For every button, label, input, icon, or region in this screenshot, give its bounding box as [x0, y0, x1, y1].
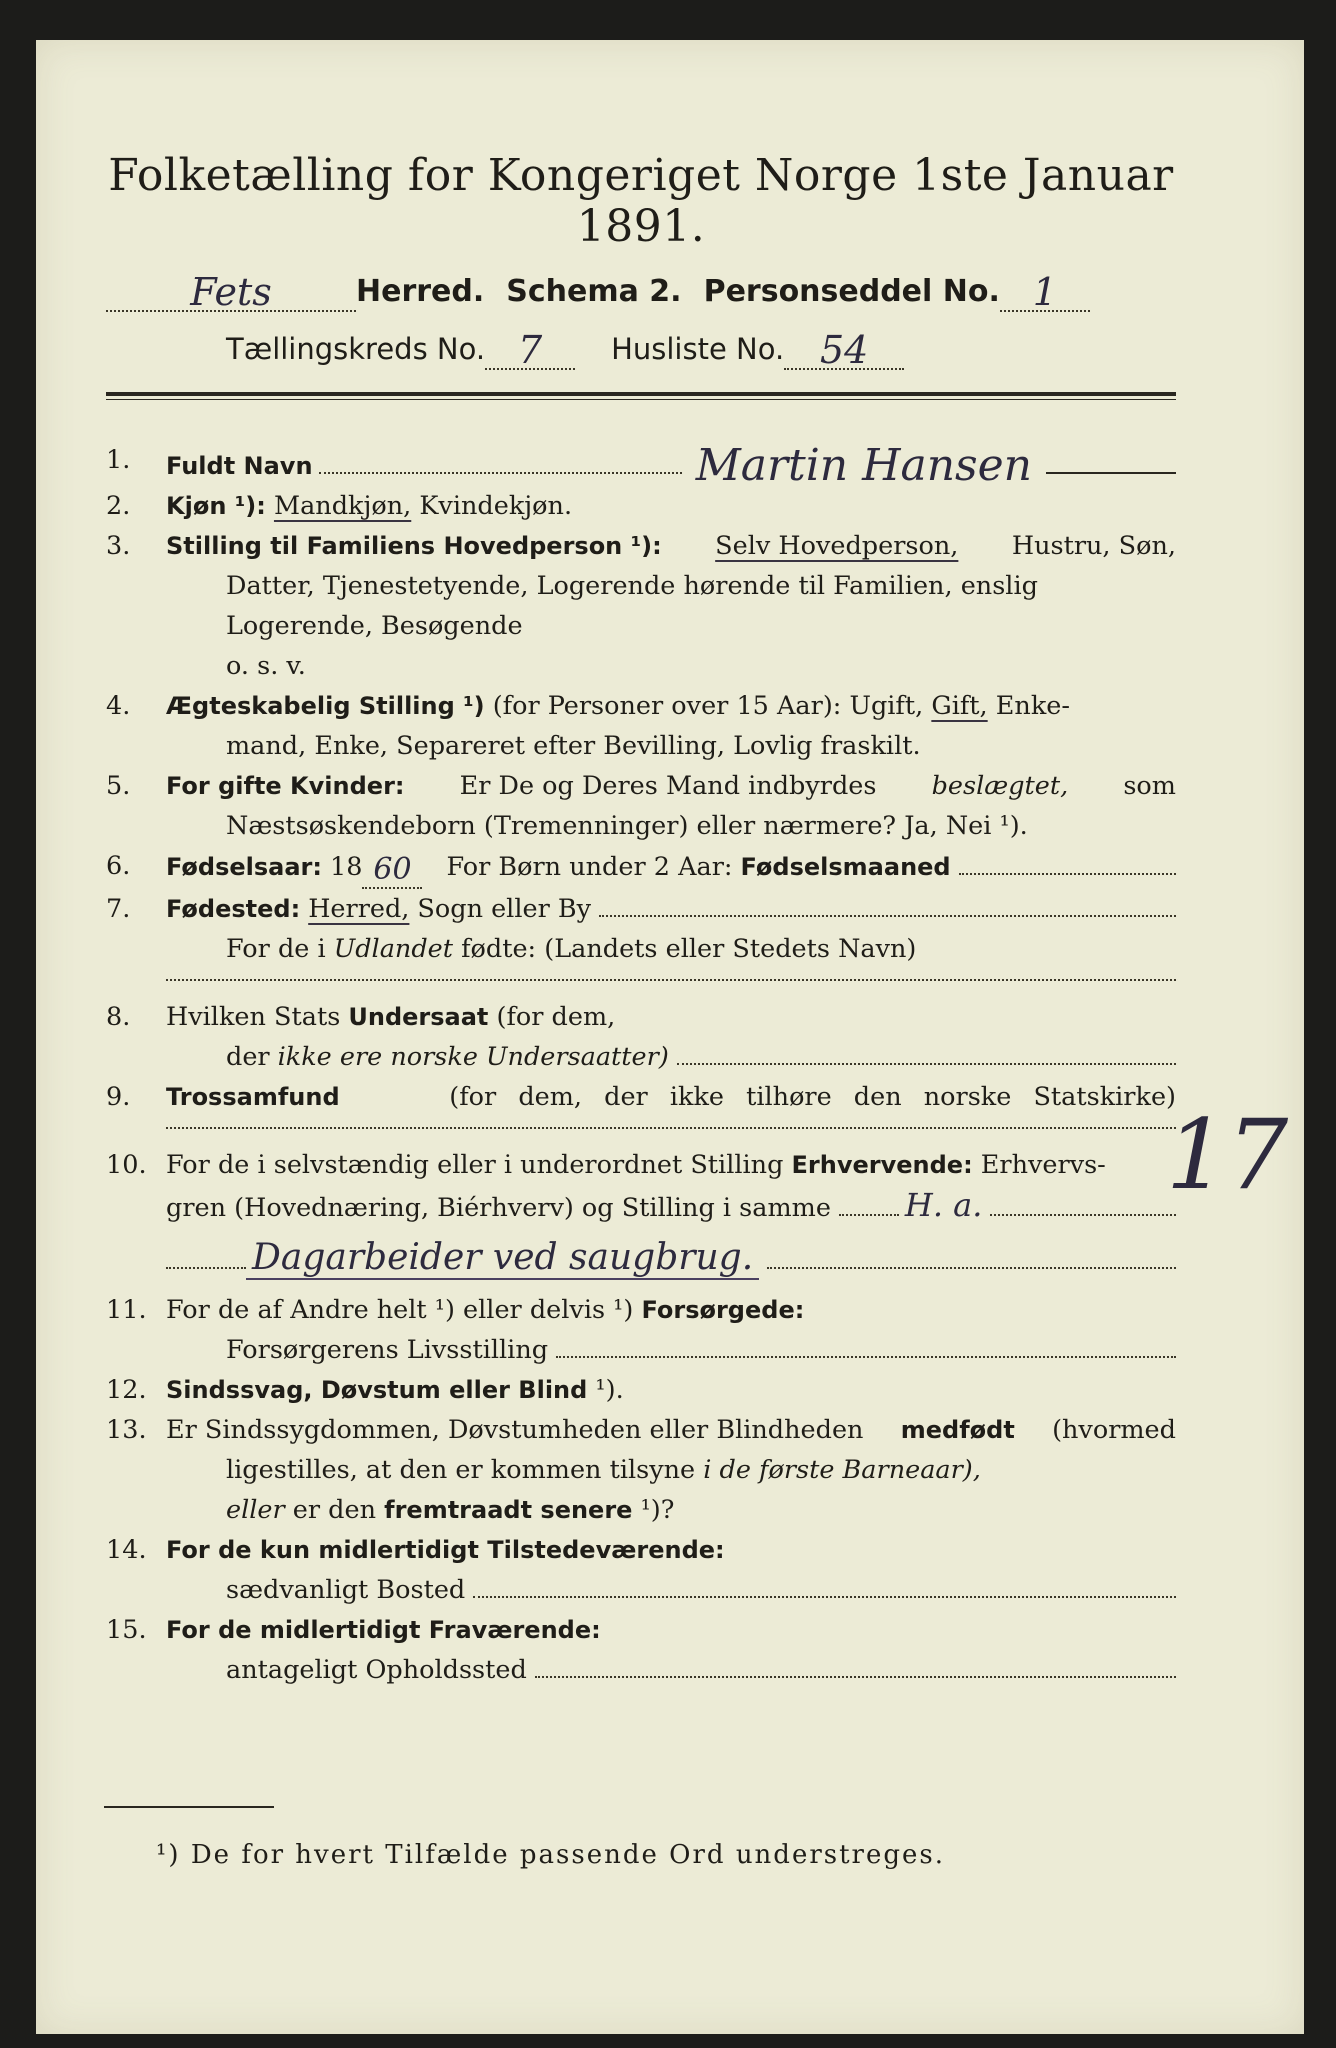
item-8 — [106, 997, 1176, 1077]
item-label: Forsørgede: — [641, 1296, 805, 1324]
item-label: Fødselsmaaned — [740, 853, 951, 881]
header-rule — [106, 392, 1176, 400]
item-label: Undersaat — [348, 1003, 489, 1031]
occupation-value: Dagarbeider ved saugbrug. — [246, 1238, 759, 1280]
item-number: 2. — [106, 491, 131, 521]
answer-line — [166, 1117, 1176, 1129]
item-text: Logerende, Besøgende — [226, 611, 523, 641]
item-text: fødte: (Landets eller Stedets Navn) — [461, 934, 917, 964]
item-label: fremtraadt senere — [384, 1496, 633, 1524]
item-text: For de i — [226, 934, 326, 964]
item-text-italic: Udlandet — [333, 934, 453, 964]
item-label: Sindssvag, Døvstum eller Blind — [166, 1376, 588, 1404]
item-text: (for Personer over 15 Aar): Ugift, — [492, 691, 924, 721]
handwritten-mark: 17 — [1166, 1099, 1289, 1211]
herred-field — [106, 266, 356, 312]
option-selected: Gift, — [931, 691, 988, 721]
item-label: Ægteskabelig Stilling ¹) — [166, 692, 485, 720]
birth-year-prefix: 18 — [330, 852, 363, 882]
form-title: Folketælling for Kongeriget Norge 1ste Januar 1891. — [108, 150, 1174, 252]
item-label: For gifte Kvinder: — [166, 772, 405, 800]
item-9 — [106, 1077, 1176, 1117]
item-15 — [106, 1610, 1176, 1690]
item-text: Datter, Tjenestetyende, Logerende hørende til Familien, enslig — [226, 571, 1038, 601]
item-text: som — [1123, 771, 1176, 801]
item-text: mand, Enke, Separeret efter Bevilling, Lovlig fraskilt. — [226, 731, 921, 761]
husliste-label: Husliste No. — [611, 332, 785, 366]
item-text: (for dem, der ikke tilhøre den norske Statskirke) — [449, 1082, 1176, 1112]
personseddel-label: Personseddel No. — [703, 274, 1000, 309]
item-label: medfødt — [900, 1416, 1015, 1444]
item-number: 10. — [106, 1150, 147, 1180]
option-text: Hustru, Søn, — [1011, 531, 1176, 561]
item-number: 4. — [106, 691, 131, 721]
kreds-field — [485, 324, 575, 370]
occupation-line — [166, 1238, 1176, 1280]
kreds-label: Tællingskreds No. — [226, 332, 486, 366]
item-number: 7. — [106, 894, 131, 924]
header-line-1 — [106, 266, 1176, 312]
item-text-italic: eller — [226, 1495, 285, 1525]
item-label: Fødested: — [166, 895, 301, 923]
item-label: Fuldt Navn — [166, 452, 313, 480]
item-text: gren (Hovednæring, Biérhverv) og Stilling i samme — [166, 1193, 831, 1223]
item-number: 3. — [106, 531, 131, 561]
herred-label: Herred. — [356, 274, 485, 309]
husliste-field — [784, 324, 904, 370]
item-7 — [106, 889, 1176, 969]
item-text: For de i selvstændig eller i underordnet Stilling — [166, 1150, 784, 1180]
option: Kvindekjøn. — [419, 491, 573, 521]
footnote-rule — [104, 1806, 274, 1808]
item-text: Er Sindssygdommen, Døvstumheden eller Blindheden — [166, 1415, 864, 1445]
item-label: Kjøn ¹): — [166, 492, 266, 520]
item-text: o. s. v. — [226, 651, 306, 681]
item-text: ¹). — [595, 1375, 624, 1405]
item-label: For de kun midlertidigt Tilstedeværende: — [166, 1536, 725, 1564]
item-number: 1. — [106, 445, 131, 475]
item-text: For de af Andre helt ¹) eller delvis ¹) — [166, 1295, 634, 1325]
item-number: 13. — [106, 1415, 147, 1445]
item-text: Sogn eller By — [417, 894, 592, 924]
item-number: 15. — [106, 1615, 147, 1645]
item-number: 12. — [106, 1375, 147, 1405]
item-text-italic: beslægtet, — [931, 771, 1069, 801]
item-text: antageligt Opholdssted — [226, 1655, 527, 1685]
birth-year-value: 60 — [373, 852, 412, 887]
footnote: ¹) De for hvert Tilfælde passende Ord understreges. — [156, 1840, 946, 1870]
item-11 — [106, 1290, 1176, 1370]
item-text: er den — [292, 1495, 377, 1525]
item-14 — [106, 1530, 1176, 1610]
occupation-code: H. a. — [904, 1186, 983, 1224]
item-label: Erhvervende: — [791, 1151, 973, 1179]
item-text: Hvilken Stats — [166, 1002, 341, 1032]
item-text: (hvormed — [1052, 1415, 1176, 1445]
item-number: 6. — [106, 851, 131, 881]
herred-value: Fets — [190, 270, 272, 314]
item-10 — [106, 1099, 1289, 1228]
item-text-italic: i de første Barneaar), — [703, 1455, 981, 1485]
item-text: Erhvervs- — [980, 1150, 1106, 1180]
schema-label: Schema 2. — [506, 274, 682, 309]
kreds-value: 7 — [517, 328, 543, 372]
item-text-italic: ikke ere norske Undersaatter) — [277, 1042, 669, 1072]
form-items — [106, 440, 1289, 1690]
item-text: Forsørgerens Livsstilling — [226, 1335, 549, 1365]
item-text: (for dem, — [496, 1002, 616, 1032]
item-13 — [106, 1410, 1176, 1530]
item-label: Trossamfund — [166, 1083, 340, 1111]
item-label: Fødselsaar: — [166, 853, 322, 881]
header-line-2 — [106, 324, 1176, 370]
item-label: For de midlertidigt Fraværende: — [166, 1616, 601, 1644]
option-selected: Selv Hovedperson, — [715, 531, 959, 561]
item-number: 5. — [106, 771, 131, 801]
full-name-value: Martin Hansen — [695, 440, 1032, 491]
item-text: sædvanligt Bosted — [226, 1575, 466, 1605]
item-3 — [106, 526, 1176, 686]
census-form-sheet — [36, 40, 1304, 2034]
item-6 — [106, 846, 1176, 889]
item-number: 14. — [106, 1535, 147, 1565]
item-number: 9. — [106, 1082, 131, 1112]
item-2 — [106, 486, 1176, 526]
item-text: der — [226, 1042, 270, 1072]
item-text: ¹)? — [640, 1495, 675, 1525]
item-4 — [106, 686, 1176, 766]
item-text: Næstsøskendeborn (Tremenninger) eller nærmere? Ja, Nei ¹). — [226, 811, 1028, 841]
personseddel-field — [1000, 266, 1090, 312]
item-12 — [106, 1370, 1176, 1410]
item-number: 11. — [106, 1295, 147, 1325]
item-text: Er De og Deres Mand indbyrdes — [459, 771, 877, 801]
item-text: For Børn under 2 Aar: — [446, 852, 733, 882]
item-text: Enke- — [995, 691, 1070, 721]
item-5 — [106, 766, 1176, 846]
option-selected: Herred, — [308, 894, 410, 924]
husliste-value: 54 — [819, 328, 869, 372]
item-text: ligestilles, at den er kommen tilsyne — [226, 1455, 696, 1485]
option-selected: Mandkjøn, — [273, 491, 412, 521]
form-content — [106, 150, 1289, 1690]
answer-line — [166, 969, 1176, 981]
item-1 — [106, 440, 1176, 491]
item-label: Stilling til Familiens Hovedperson ¹): — [166, 532, 662, 560]
birth-year-field — [362, 846, 422, 889]
item-number: 8. — [106, 1002, 131, 1032]
personseddel-value: 1 — [1032, 270, 1057, 314]
